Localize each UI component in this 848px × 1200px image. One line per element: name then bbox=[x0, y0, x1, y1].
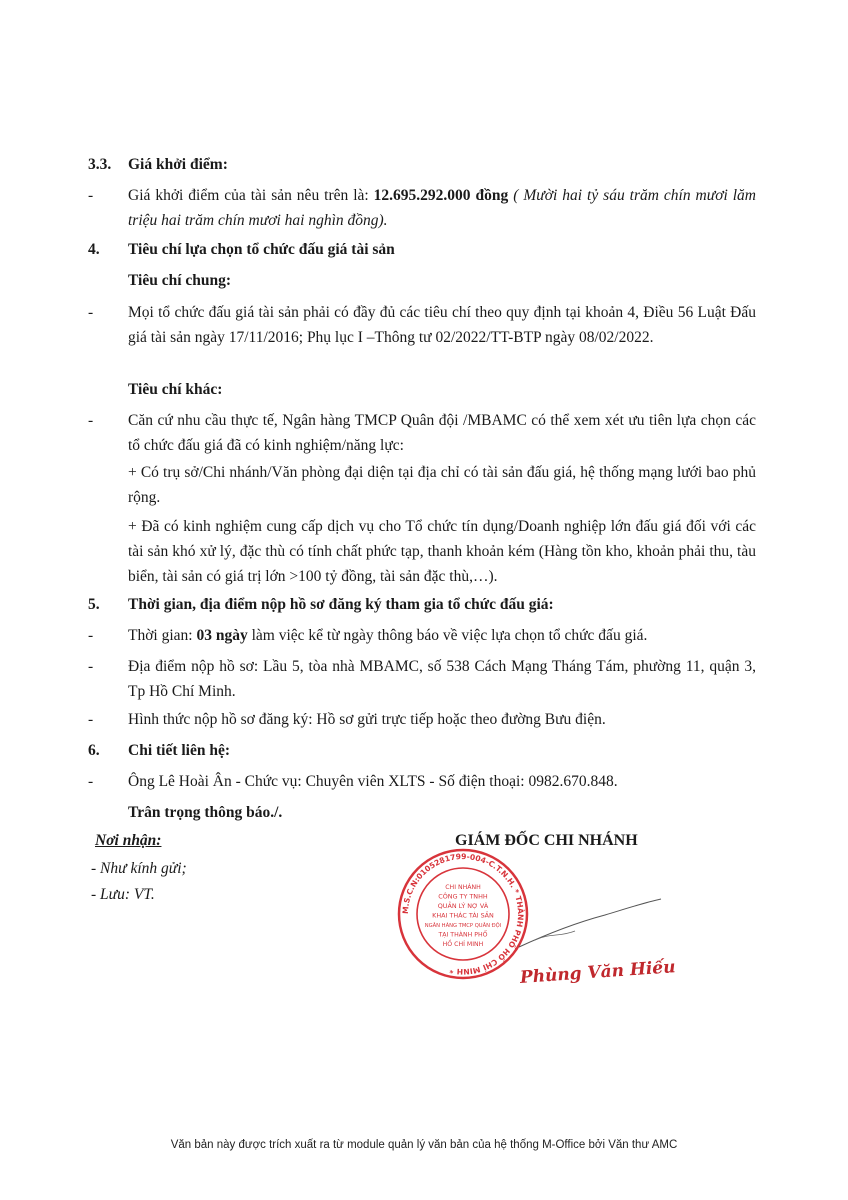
closing-text: Trân trọng thông báo./. bbox=[128, 804, 283, 821]
section-number: 5. bbox=[88, 596, 100, 613]
section-number: 6. bbox=[88, 742, 100, 759]
time-duration: 03 ngày bbox=[196, 627, 248, 644]
recipients-title: Nơi nhận: bbox=[95, 832, 162, 849]
bullet-dash: - bbox=[88, 658, 94, 675]
recipient-item: - Như kính gửi; bbox=[91, 860, 187, 877]
section-5-heading bbox=[88, 592, 756, 617]
company-stamp bbox=[396, 847, 530, 981]
general-criteria-text: Mọi tổ chức đấu giá tài sản phải có đầy đủ các tiêu chí theo quy định tại khoản 4, Điều 56 Luật Đấu giá tài sản ngày 17/11/2016; Phụ lục I –Thông tư 02/2022/TT-BTP ngày 08/02/2022. bbox=[128, 304, 756, 346]
stamp-line: NGÂN HÀNG TMCP QUÂN ĐỘI bbox=[424, 923, 502, 929]
stamp-line: HỒ CHÍ MINH bbox=[442, 941, 484, 948]
submission-place-text: Địa điểm nộp hồ sơ: Lầu 5, tòa nhà MBAMC, số 538 Cách Mạng Tháng Tám, phường 11, quận 3, Tp Hồ Chí Minh. bbox=[128, 658, 756, 700]
section-3-3-heading bbox=[88, 152, 756, 177]
stamp-line: CHI NHÁNH bbox=[445, 884, 481, 891]
footer-note: Văn bản này được trích xuất ra từ module quản lý văn bản của hệ thống M-Office bởi Văn thư AMC bbox=[170, 1139, 678, 1151]
other-criteria-title bbox=[88, 377, 756, 402]
section-number: 3.3. bbox=[88, 156, 112, 173]
other-criteria-paragraph bbox=[88, 408, 756, 458]
section-title: Giá khởi điểm: bbox=[128, 156, 228, 173]
criteria-plus-1 bbox=[88, 460, 756, 510]
criteria-plus-2 bbox=[88, 514, 756, 589]
section-6-heading bbox=[88, 738, 756, 763]
stamp-line: QUẢN LÝ NỢ VÀ bbox=[437, 902, 489, 910]
submission-method-paragraph bbox=[88, 707, 756, 732]
bullet-dash: - bbox=[88, 627, 94, 644]
criteria-plus-text: + Có trụ sở/Chi nhánh/Văn phòng đại diện tại địa chỉ có tài sản đấu giá, hệ thống mạng lưới bao phủ rộng. bbox=[128, 464, 756, 506]
submission-method-text: Hình thức nộp hồ sơ đăng ký: Hồ sơ gửi trực tiếp hoặc theo đường Bưu điện. bbox=[128, 711, 606, 728]
stamp-ring-text: M.S.C.N:0105281799-004-C.T.N.H. * THÀNH PHỐ HỒ CHÍ MINH * bbox=[400, 851, 526, 977]
subsection-title: Tiêu chí chung: bbox=[128, 272, 232, 289]
section-title: Chi tiết liên hệ: bbox=[128, 742, 231, 759]
general-criteria-title bbox=[88, 268, 756, 293]
time-label: Thời gian: bbox=[128, 627, 197, 644]
bullet-dash: - bbox=[88, 773, 94, 790]
stamp-line: TẠI THÀNH PHỐ bbox=[438, 931, 488, 939]
bullet-dash: - bbox=[88, 304, 94, 321]
time-detail: làm việc kể từ ngày thông báo về việc lựa chọn tổ chức đấu giá. bbox=[247, 627, 648, 644]
bullet-dash: - bbox=[88, 412, 94, 429]
bullet-dash: - bbox=[88, 711, 94, 728]
section-4-heading bbox=[88, 237, 756, 262]
other-criteria-text: Căn cứ nhu cầu thực tế, Ngân hàng TMCP Quân đội /MBAMC có thể xem xét ưu tiên lựa chọn các tổ chức đấu giá đã có kinh nghiệm/năng lực: bbox=[128, 412, 756, 454]
stamp-line: KHAI THÁC TÀI SẢN bbox=[432, 911, 494, 920]
section-title: Tiêu chí lựa chọn tổ chức đấu giá tài sản bbox=[128, 241, 395, 258]
recipient-item: - Lưu: VT. bbox=[91, 886, 155, 903]
subsection-title: Tiêu chí khác: bbox=[128, 381, 223, 398]
starting-price-paragraph bbox=[88, 183, 756, 233]
starting-price-text bbox=[128, 183, 756, 233]
signer-name: Phùng Văn Hiếu bbox=[519, 957, 677, 988]
price-intro: Giá khởi điểm của tài sản nêu trên là: bbox=[128, 187, 374, 204]
section-title: Thời gian, địa điểm nộp hồ sơ đăng ký tham gia tổ chức đấu giá: bbox=[128, 596, 554, 613]
section-number: 4. bbox=[88, 241, 100, 258]
price-value: 12.695.292.000 đồng bbox=[373, 187, 509, 204]
handwritten-signature bbox=[515, 895, 665, 955]
signature-title: GIÁM ĐỐC CHI NHÁNH bbox=[455, 832, 638, 849]
closing-line bbox=[88, 800, 756, 825]
price-in-words: ( Mười hai tỷ sáu trăm chín mươi lăm triệu hai trăm chín mươi hai nghìn đồng). bbox=[128, 187, 756, 229]
submission-time-text bbox=[128, 623, 756, 648]
criteria-plus-text: + Đã có kinh nghiệm cung cấp dịch vụ cho Tổ chức tín dụng/Doanh nghiệp lớn đấu giá đối với các tài sản khó xử lý, đặc thù có tính chất phức tạp, thanh khoản kém (Hàng tồn kho, khoản phải thu, tàu biển, tài sản có giá trị lớn >100 tỷ đồng, tài sản đặc thù,…). bbox=[128, 518, 756, 585]
contact-paragraph bbox=[88, 769, 756, 794]
submission-time-paragraph bbox=[88, 623, 756, 648]
submission-place-paragraph bbox=[88, 654, 756, 704]
stamp-line: CÔNG TY TNHH bbox=[438, 892, 488, 901]
bullet-dash: - bbox=[88, 187, 94, 204]
contact-text: Ông Lê Hoài Ân - Chức vụ: Chuyên viên XLTS - Số điện thoại: 0982.670.848. bbox=[128, 773, 618, 790]
general-criteria-paragraph bbox=[88, 300, 756, 350]
